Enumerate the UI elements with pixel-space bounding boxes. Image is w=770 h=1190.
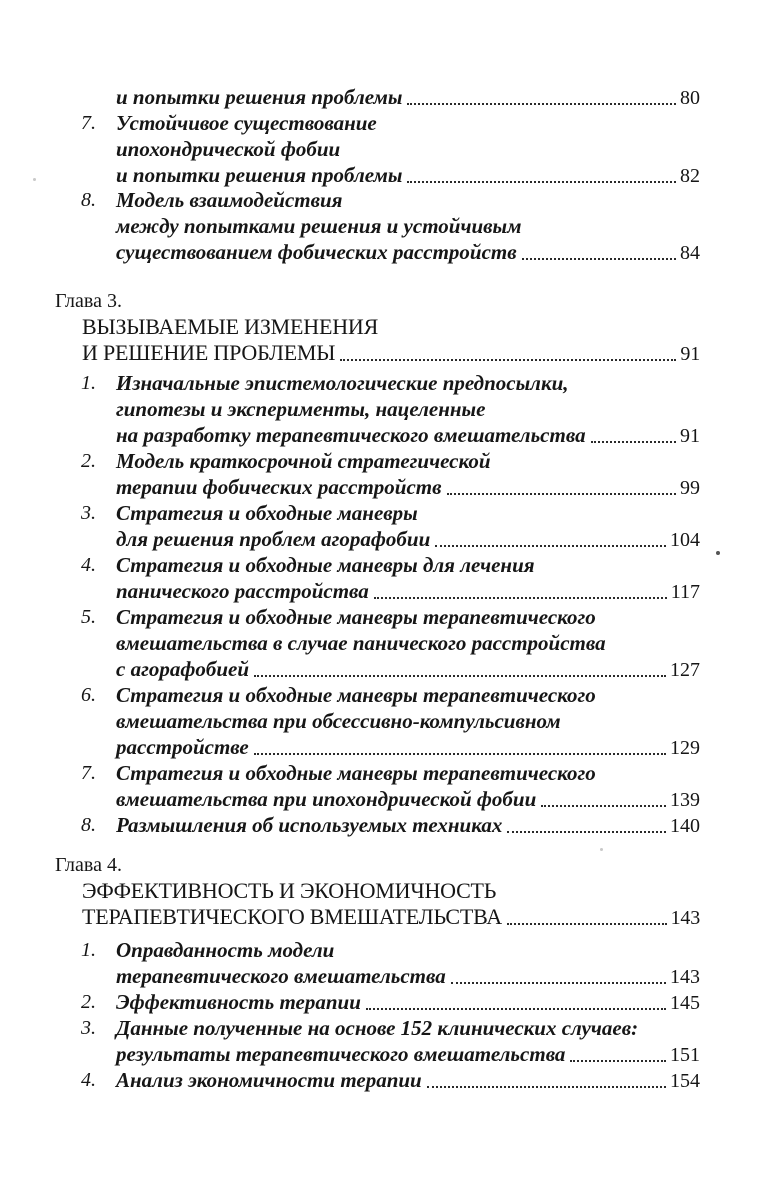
page-number: 154	[670, 1070, 700, 1092]
toc-entry-ch2-item8-line3	[116, 239, 700, 266]
toc-entry-ch3-item4-line1	[116, 552, 535, 578]
chapter-4-title-line2	[82, 904, 700, 931]
toc-entry-ch3-item3-line2	[116, 526, 700, 553]
entry-text: расстройстве	[116, 735, 249, 759]
toc-entry-ch3-item7-line1	[116, 760, 596, 786]
dot-leader	[340, 359, 676, 361]
entry-text: Оправданность модели	[116, 938, 335, 962]
toc-entry-ch2-item8-line1	[116, 187, 342, 213]
dot-leader	[374, 597, 667, 599]
entry-text: Размышления об используемых техниках	[116, 813, 503, 837]
dot-leader	[254, 675, 666, 677]
page-number: 80	[680, 87, 700, 109]
page-number: 84	[680, 242, 700, 264]
item-number: 4.	[81, 1069, 96, 1091]
entry-text: вмешательства в случае панического расстройства	[116, 631, 606, 655]
entry-text: Данные полученные на основе 152 клинических случаев:	[116, 1016, 639, 1040]
chapter-title-text: ТЕРАПЕВТИЧЕСКОГО ВМЕШАТЕЛЬСТВА	[82, 904, 502, 929]
item-number: 2.	[81, 991, 96, 1013]
toc-entry-ch3-item3-line1	[116, 500, 418, 526]
toc-entry-ch3-item6-line2	[116, 708, 561, 734]
page-number: 91	[680, 425, 700, 447]
scan-speck	[600, 848, 603, 851]
page-number: 104	[670, 529, 700, 551]
entry-text: на разработку терапевтического вмешательства	[116, 423, 586, 447]
toc-entry-ch3-item4-line2	[116, 578, 700, 605]
entry-text: гипотезы и эксперименты, нацеленные	[116, 397, 486, 421]
entry-text: с агорафобией	[116, 657, 250, 681]
chapter-title-text: ВЫЗЫВАЕМЫЕ ИЗМЕНЕНИЯ	[82, 314, 379, 339]
entry-text: Анализ экономичности терапии	[116, 1068, 422, 1092]
entry-text: терапии фобических расстройств	[116, 475, 442, 499]
toc-entry-ch3-item2-line2	[116, 474, 700, 501]
dot-leader	[366, 1008, 666, 1010]
toc-entry-ch2-item7-line3	[116, 162, 700, 189]
dot-leader	[541, 805, 666, 807]
page-number: 151	[670, 1044, 700, 1066]
page-number: 139	[670, 789, 700, 811]
dot-leader	[427, 1086, 666, 1088]
scan-speck	[716, 551, 720, 555]
toc-entry-ch2-item7-line1	[116, 110, 377, 136]
entry-text: между попытками решения и устойчивым	[116, 214, 522, 238]
item-number: 7.	[81, 112, 96, 134]
item-number: 8.	[81, 814, 96, 836]
page-number: 129	[670, 737, 700, 759]
entry-text: Стратегия и обходные маневры терапевтического	[116, 761, 596, 785]
toc-entry-ch3-item6-line3	[116, 734, 700, 761]
page-number: 145	[670, 992, 700, 1014]
page-number: 127	[670, 659, 700, 681]
entry-text: Модель краткосрочной стратегической	[116, 449, 491, 473]
chapter-3-label	[55, 288, 122, 314]
entry-text: терапевтического вмешательства	[116, 964, 446, 988]
dot-leader	[254, 753, 666, 755]
dot-leader	[407, 103, 676, 105]
entry-text: и попытки решения проблемы	[116, 85, 403, 109]
dot-leader	[570, 1060, 666, 1062]
toc-entry-ch3-item1-line2	[116, 396, 485, 422]
page-number: 91	[680, 343, 700, 365]
entry-text: вмешательства при обсессивно-компульсивном	[116, 709, 561, 733]
toc-entry-ch3-item6-line1	[116, 682, 596, 708]
toc-entry-ch4-item2-line1	[116, 989, 700, 1016]
dot-leader	[507, 923, 667, 925]
chapter-4-label	[55, 852, 122, 878]
toc-entry-ch3-item5-line2	[116, 630, 606, 656]
item-number: 4.	[81, 554, 96, 576]
entry-text: для решения проблем агорафобии	[116, 527, 431, 551]
toc-entry-ch3-item5-line3	[116, 656, 700, 683]
entry-text: Стратегия и обходные маневры терапевтического	[116, 683, 596, 707]
entry-text: существованием фобических расстройств	[116, 240, 517, 264]
chapter-3-title-line2	[82, 340, 700, 367]
toc-entry-ch2-item8-line2	[116, 213, 521, 239]
chapter-title-text: И РЕШЕНИЕ ПРОБЛЕМЫ	[82, 340, 336, 365]
entry-text: Изначальные эпистемологические предпосылки,	[116, 371, 569, 395]
item-number: 7.	[81, 762, 96, 784]
item-number: 3.	[81, 1017, 96, 1039]
toc-entry-ch4-item1-line2	[116, 963, 700, 990]
toc-entry-ch3-item1-line3	[116, 422, 700, 449]
toc-entry-ch4-item1-line1	[116, 937, 334, 963]
scan-speck	[33, 178, 36, 181]
entry-text: Устойчивое существование	[116, 111, 377, 135]
item-number: 2.	[81, 450, 96, 472]
page-number: 82	[680, 165, 700, 187]
page-number: 143	[670, 966, 700, 988]
toc-entry-ch3-item5-line1	[116, 604, 596, 630]
dot-leader	[435, 545, 666, 547]
entry-text: и попытки решения проблемы	[116, 163, 403, 187]
dot-leader	[591, 441, 676, 443]
entry-text: Стратегия и обходные маневры для лечения	[116, 553, 535, 577]
item-number: 1.	[81, 372, 96, 394]
toc-entry-ch3-item2-line1	[116, 448, 491, 474]
toc-entry-ch4-item4-line1	[116, 1067, 700, 1094]
toc-entry-ch2-item7-line2	[116, 136, 340, 162]
dot-leader	[451, 982, 666, 984]
item-number: 1.	[81, 939, 96, 961]
toc-entry-ch3-item1-line1	[116, 370, 569, 396]
chapter-label-text: Глава 3.	[55, 290, 122, 312]
entry-text: Эффективность терапии	[116, 990, 361, 1014]
entry-text: панического расстройства	[116, 579, 369, 603]
page-number: 140	[670, 815, 700, 837]
chapter-4-title-line1	[82, 878, 496, 904]
entry-text: вмешательства при ипохондрической фобии	[116, 787, 537, 811]
page-number: 143	[670, 907, 700, 929]
dot-leader	[522, 258, 676, 260]
toc-entry-ch4-item3-line2	[116, 1041, 700, 1068]
toc-entry-ch2-item6-end	[116, 84, 700, 111]
item-number: 6.	[81, 684, 96, 706]
toc-entry-ch3-item7-line2	[116, 786, 700, 813]
entry-text: Стратегия и обходные маневры терапевтического	[116, 605, 596, 629]
page-number: 117	[670, 581, 700, 603]
page-number: 99	[680, 477, 700, 499]
item-number: 8.	[81, 189, 96, 211]
toc-entry-ch3-item8-line1	[116, 812, 700, 839]
chapter-3-title-line1	[82, 314, 378, 340]
chapter-title-text: ЭФФЕКТИВНОСТЬ И ЭКОНОМИЧНОСТЬ	[82, 878, 497, 903]
chapter-label-text: Глава 4.	[55, 854, 122, 876]
entry-text: Модель взаимодействия	[116, 188, 343, 212]
toc-entry-ch4-item3-line1	[116, 1015, 638, 1041]
dot-leader	[507, 831, 666, 833]
entry-text: ипохондрической фобии	[116, 137, 341, 161]
entry-text: Стратегия и обходные маневры	[116, 501, 418, 525]
item-number: 5.	[81, 606, 96, 628]
dot-leader	[447, 493, 676, 495]
entry-text: результаты терапевтического вмешательства	[116, 1042, 566, 1066]
item-number: 3.	[81, 502, 96, 524]
dot-leader	[407, 181, 676, 183]
